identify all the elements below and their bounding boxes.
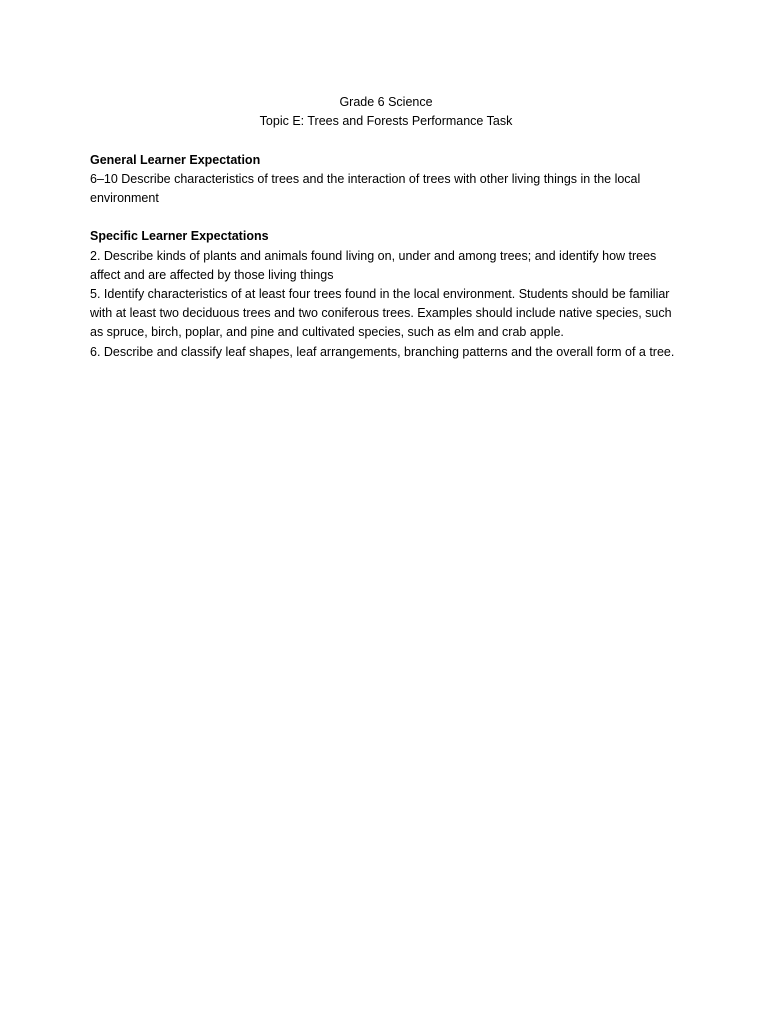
specific-expectation-item: 5. Identify characteristics of at least four trees found in the local environment. Students should be familiar with at least two deciduous trees and two coniferous trees. Examples should include native species, such as spruce, birch, poplar, and pine and cultivated species, such as elm and crab apple. bbox=[90, 287, 672, 340]
document-content bbox=[90, 93, 682, 362]
specific-expectation-item: 6. Describe and classify leaf shapes, leaf arrangements, branching patterns and the overall form of a tree. bbox=[90, 344, 675, 359]
general-expectation-text: 6–10 Describe characteristics of trees and the interaction of trees with other living things in the local environment bbox=[90, 171, 641, 205]
general-expectation-heading: General Learner Expectation bbox=[90, 152, 261, 167]
spacer bbox=[90, 131, 682, 150]
spacer bbox=[90, 208, 682, 227]
specific-expectation-item: 2. Describe kinds of plants and animals found living on, under and among trees; and identify how trees affect and are affected by those living things bbox=[90, 248, 657, 282]
topic-title: Topic E: Trees and Forests Performance Task bbox=[259, 114, 513, 129]
course-title: Grade 6 Science bbox=[339, 95, 433, 109]
specific-expectations-heading: Specific Learner Expectations bbox=[90, 229, 269, 244]
